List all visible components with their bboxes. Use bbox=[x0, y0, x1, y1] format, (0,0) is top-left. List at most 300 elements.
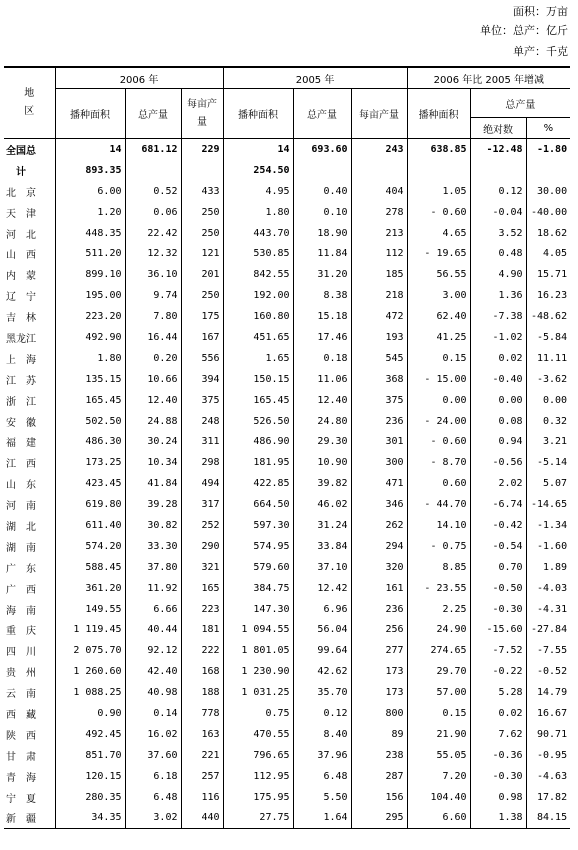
total-output-2005: 24.80 bbox=[293, 411, 351, 432]
table-row bbox=[4, 327, 570, 348]
sown-area-change: - 24.00 bbox=[407, 411, 470, 432]
yield-2006: 229 bbox=[181, 139, 223, 160]
sown-area-2006: 899.10 bbox=[55, 264, 125, 285]
total-output-2005: 0.10 bbox=[293, 202, 351, 223]
absolute-change: 0.12 bbox=[470, 181, 526, 202]
yield-2006: 175 bbox=[181, 306, 223, 327]
table-row bbox=[4, 536, 570, 557]
absolute-change: -12.48 bbox=[470, 139, 526, 160]
region-name: 湖 南 bbox=[4, 536, 55, 557]
yield-2005: 161 bbox=[351, 578, 407, 599]
yield-2006: 494 bbox=[181, 473, 223, 494]
percent-change: -4.03 bbox=[536, 582, 568, 594]
sown-area-2005: 1 230.90 bbox=[223, 661, 293, 682]
table-row bbox=[4, 745, 570, 766]
yield-2006: 250 bbox=[181, 285, 223, 306]
total-output-2005: 31.24 bbox=[293, 515, 351, 536]
region-name: 吉 林 bbox=[4, 306, 55, 327]
sown-area-2005: 175.95 bbox=[223, 787, 293, 808]
sown-area-change: - 23.55 bbox=[407, 578, 470, 599]
region-name: 河 北 bbox=[4, 223, 55, 244]
yield-2005-header: 每亩产量 bbox=[351, 89, 407, 139]
sown-area-2005: 597.30 bbox=[223, 515, 293, 536]
sown-area-2005: 530.85 bbox=[223, 243, 293, 264]
sown-area-change-header: 播种面积 bbox=[407, 89, 470, 139]
total-output-2006: 6.18 bbox=[125, 766, 181, 787]
national-total-row bbox=[4, 139, 570, 160]
sown-area-2006: 492.90 bbox=[55, 327, 125, 348]
sown-area-2005: 14 bbox=[223, 139, 293, 160]
total-output-2006: 39.28 bbox=[125, 494, 181, 515]
sown-area-change: 55.05 bbox=[407, 745, 470, 766]
region-header: 地 区 bbox=[4, 67, 55, 139]
table-row bbox=[4, 452, 570, 473]
total-output-2005: 35.70 bbox=[293, 682, 351, 703]
sown-area-2006: 423.45 bbox=[55, 473, 125, 494]
absolute-change: 0.94 bbox=[470, 431, 526, 452]
yield-2006: 222 bbox=[181, 640, 223, 661]
table-row bbox=[4, 787, 570, 808]
total-output-2005: 17.46 bbox=[293, 327, 351, 348]
sown-area-change: 21.90 bbox=[407, 724, 470, 745]
absolute-change: -0.54 bbox=[470, 536, 526, 557]
table-row bbox=[4, 703, 570, 724]
sown-area-change: - 19.65 bbox=[407, 243, 470, 264]
sown-area-2006: 0.90 bbox=[55, 703, 125, 724]
sown-area-2006: 588.45 bbox=[55, 557, 125, 578]
percent-change: 5.07 bbox=[543, 478, 568, 490]
unit-area-label: 面积：万亩 bbox=[513, 5, 568, 18]
sown-area-change: - 15.00 bbox=[407, 369, 470, 390]
yield-2005: 112 bbox=[351, 243, 407, 264]
region-name: 重 庆 bbox=[4, 619, 55, 640]
total-output-2005: 12.40 bbox=[293, 390, 351, 411]
yield-2006: 116 bbox=[181, 787, 223, 808]
percent-change: -0.52 bbox=[536, 666, 568, 678]
sown-area-2006: 223.20 bbox=[55, 306, 125, 327]
table-row bbox=[4, 515, 570, 536]
total-output-2006-header: 总产量 bbox=[125, 89, 181, 139]
region-name: 湖 北 bbox=[4, 515, 55, 536]
yield-2006: 252 bbox=[181, 515, 223, 536]
grain-statistics-table bbox=[4, 66, 570, 829]
percent-change: 4.05 bbox=[543, 248, 568, 260]
sown-area-change: 2.25 bbox=[407, 599, 470, 620]
percent-change: -48.62 bbox=[530, 311, 568, 323]
region-name: 四 川 bbox=[4, 640, 55, 661]
region-name: 全国总 bbox=[4, 139, 55, 160]
absolute-change: 0.98 bbox=[470, 787, 526, 808]
sown-area-2006: 120.15 bbox=[55, 766, 125, 787]
yield-2005: 236 bbox=[351, 411, 407, 432]
total-output-2005: 1.64 bbox=[293, 808, 351, 829]
percent-change: -40.00 bbox=[530, 206, 568, 218]
sown-area-2006: 165.45 bbox=[55, 390, 125, 411]
yield-2005: 320 bbox=[351, 557, 407, 578]
percent-change: 16.67 bbox=[536, 707, 568, 719]
total-output-2006: 40.98 bbox=[125, 682, 181, 703]
table-row bbox=[4, 181, 570, 202]
sown-area-2006-header: 播种面积 bbox=[55, 89, 125, 139]
yield-2006: 433 bbox=[181, 181, 223, 202]
table-row bbox=[4, 724, 570, 745]
yield-2006: 778 bbox=[181, 703, 223, 724]
absolute-change: -0.22 bbox=[470, 661, 526, 682]
table-row bbox=[4, 661, 570, 682]
year-2006-header: 2006 年 bbox=[55, 67, 223, 89]
sown-area-2005: 1.65 bbox=[223, 348, 293, 369]
yield-2006: 163 bbox=[181, 724, 223, 745]
sown-area-2005: 526.50 bbox=[223, 411, 293, 432]
sown-area-2005: 451.65 bbox=[223, 327, 293, 348]
yield-2006: 311 bbox=[181, 431, 223, 452]
total-output-2006: 42.40 bbox=[125, 661, 181, 682]
total-output-2005: 0.18 bbox=[293, 348, 351, 369]
sown-area-2006: 511.20 bbox=[55, 243, 125, 264]
table-row bbox=[4, 264, 570, 285]
region-name: 新 疆 bbox=[4, 808, 55, 829]
yield-2006: 250 bbox=[181, 223, 223, 244]
sown-area-2005: 579.60 bbox=[223, 557, 293, 578]
yield-2006: 257 bbox=[181, 766, 223, 787]
absolute-change: 4.90 bbox=[470, 264, 526, 285]
table-row bbox=[4, 390, 570, 411]
sown-area-2005: 842.55 bbox=[223, 264, 293, 285]
percent-change: 1.89 bbox=[543, 561, 568, 573]
total-output-2006: 33.30 bbox=[125, 536, 181, 557]
yield-2005: 243 bbox=[351, 139, 407, 160]
unit-yield-label: 单产：千克 bbox=[513, 45, 568, 58]
percent-change-header: % bbox=[526, 118, 570, 139]
total-output-2005: 693.60 bbox=[293, 139, 351, 160]
sown-area-2006: 1 260.60 bbox=[55, 661, 125, 682]
sown-area-2006: 361.20 bbox=[55, 578, 125, 599]
table-row bbox=[4, 202, 570, 223]
region-name: 广 东 bbox=[4, 557, 55, 578]
total-output-2006: 30.24 bbox=[125, 431, 181, 452]
sown-area-change: 274.65 bbox=[407, 640, 470, 661]
yield-2006: 440 bbox=[181, 808, 223, 829]
yield-2005: 213 bbox=[351, 223, 407, 244]
total-output-2006: 0.14 bbox=[125, 703, 181, 724]
yield-2006: 556 bbox=[181, 348, 223, 369]
total-output-2006: 10.34 bbox=[125, 452, 181, 473]
total-output-2005: 31.20 bbox=[293, 264, 351, 285]
total-output-2006: 92.12 bbox=[125, 640, 181, 661]
unit-production-label: 单位：总产：亿斤 bbox=[480, 24, 568, 37]
sown-area-2005: 443.70 bbox=[223, 223, 293, 244]
total-output-2005: 8.40 bbox=[293, 724, 351, 745]
total-output-2005: 29.30 bbox=[293, 431, 351, 452]
total-output-2005: 0.12 bbox=[293, 703, 351, 724]
sown-area-change: - 8.70 bbox=[407, 452, 470, 473]
region-name: 黑龙江 bbox=[4, 327, 55, 348]
total-output-2006: 0.06 bbox=[125, 202, 181, 223]
absolute-change: -0.42 bbox=[470, 515, 526, 536]
yield-2005: 193 bbox=[351, 327, 407, 348]
yield-2005: 262 bbox=[351, 515, 407, 536]
sown-area-2005: 796.65 bbox=[223, 745, 293, 766]
absolute-change: 1.36 bbox=[470, 285, 526, 306]
total-output-change-header: 总产量 bbox=[470, 89, 570, 118]
percent-change: 84.15 bbox=[526, 808, 570, 829]
region-name: 云 南 bbox=[4, 682, 55, 703]
sown-area-2005: 486.90 bbox=[223, 431, 293, 452]
sown-area-2006: 1 119.45 bbox=[55, 619, 125, 640]
region-name: 西 藏 bbox=[4, 703, 55, 724]
total-output-2005: 42.62 bbox=[293, 661, 351, 682]
sown-area-2006: 280.35 bbox=[55, 787, 125, 808]
total-output-2006: 16.44 bbox=[125, 327, 181, 348]
total-output-2006: 3.02 bbox=[125, 808, 181, 829]
yield-2006: 321 bbox=[181, 557, 223, 578]
sown-area-change: - 0.60 bbox=[407, 431, 470, 452]
region-name: 江 西 bbox=[4, 452, 55, 473]
yield-2005: 375 bbox=[351, 390, 407, 411]
total-output-2006: 6.48 bbox=[125, 787, 181, 808]
region-name: 广 西 bbox=[4, 578, 55, 599]
table-row bbox=[4, 473, 570, 494]
region-name: 北 京 bbox=[4, 181, 55, 202]
absolute-change: -0.50 bbox=[470, 578, 526, 599]
total-output-2005: 8.38 bbox=[293, 285, 351, 306]
yield-2005: 295 bbox=[351, 808, 407, 829]
table-row bbox=[4, 243, 570, 264]
total-output-2006: 12.40 bbox=[125, 390, 181, 411]
total-output-2006: 12.32 bbox=[125, 243, 181, 264]
total-output-2005: 12.42 bbox=[293, 578, 351, 599]
total-output-2005: 5.50 bbox=[293, 787, 351, 808]
percent-change: 90.71 bbox=[536, 728, 568, 740]
percent-change: -1.80 bbox=[536, 143, 568, 155]
absolute-change: -0.36 bbox=[470, 745, 526, 766]
total-output-2005: 99.64 bbox=[293, 640, 351, 661]
absolute-change: -15.60 bbox=[470, 619, 526, 640]
absolute-change: 2.02 bbox=[470, 473, 526, 494]
yield-2006: 181 bbox=[181, 619, 223, 640]
region-name: 海 南 bbox=[4, 599, 55, 620]
total-output-2006: 36.10 bbox=[125, 264, 181, 285]
absolute-change: 5.28 bbox=[470, 682, 526, 703]
total-output-2006: 24.88 bbox=[125, 411, 181, 432]
sown-area-change: 6.60 bbox=[407, 808, 470, 829]
sown-area-change: 24.90 bbox=[407, 619, 470, 640]
sown-area-change: 1.05 bbox=[407, 181, 470, 202]
total-output-2006: 0.20 bbox=[125, 348, 181, 369]
yield-2006: 168 bbox=[181, 661, 223, 682]
table-row bbox=[4, 348, 570, 369]
percent-change: 15.71 bbox=[536, 269, 568, 281]
total-output-2006: 9.74 bbox=[125, 285, 181, 306]
yield-2006: 394 bbox=[181, 369, 223, 390]
sown-area-2006: 492.45 bbox=[55, 724, 125, 745]
percent-change: 30.00 bbox=[536, 185, 568, 197]
percent-change: -14.65 bbox=[530, 499, 568, 511]
yield-2006: 298 bbox=[181, 452, 223, 473]
yield-2005: 404 bbox=[351, 181, 407, 202]
yield-2005: 156 bbox=[351, 787, 407, 808]
yield-2005: 256 bbox=[351, 619, 407, 640]
sown-area-2006: 619.80 bbox=[55, 494, 125, 515]
sown-area-change: 0.00 bbox=[407, 390, 470, 411]
yield-2005: 287 bbox=[351, 766, 407, 787]
region-name: 内 蒙 bbox=[4, 264, 55, 285]
sown-area-change: 57.00 bbox=[407, 682, 470, 703]
sown-area-2005: 147.30 bbox=[223, 599, 293, 620]
table-row bbox=[4, 494, 570, 515]
region-name: 河 南 bbox=[4, 494, 55, 515]
sown-area-2005: 1 031.25 bbox=[223, 682, 293, 703]
yield-2006: 167 bbox=[181, 327, 223, 348]
percent-change: 16.23 bbox=[536, 290, 568, 302]
sown-area-2006: 195.00 bbox=[55, 285, 125, 306]
sown-area-change: 104.40 bbox=[407, 787, 470, 808]
sown-area-change: 3.00 bbox=[407, 285, 470, 306]
yield-2005: 89 bbox=[351, 724, 407, 745]
absolute-change: 7.62 bbox=[470, 724, 526, 745]
table-row bbox=[4, 306, 570, 327]
percent-change: 0.00 bbox=[543, 394, 568, 406]
sown-area-2005: 192.00 bbox=[223, 285, 293, 306]
sown-area-2005: 574.95 bbox=[223, 536, 293, 557]
yield-2006: 250 bbox=[181, 202, 223, 223]
percent-change: -4.31 bbox=[536, 603, 568, 615]
total-output-2006: 11.92 bbox=[125, 578, 181, 599]
table-row bbox=[4, 578, 570, 599]
sown-area-2005: 384.75 bbox=[223, 578, 293, 599]
absolute-change: 0.70 bbox=[470, 557, 526, 578]
sown-area-2006: 448.35 bbox=[55, 223, 125, 244]
total-output-2006: 22.42 bbox=[125, 223, 181, 244]
absolute-change: 1.38 bbox=[470, 808, 526, 829]
total-output-2005: 56.04 bbox=[293, 619, 351, 640]
total-output-2006: 37.80 bbox=[125, 557, 181, 578]
percent-change: 0.32 bbox=[543, 415, 568, 427]
absolute-change: -0.30 bbox=[470, 599, 526, 620]
sown-area-2005-header: 播种面积 bbox=[223, 89, 293, 139]
sown-area-change: - 0.75 bbox=[407, 536, 470, 557]
sown-area-2006: 1 088.25 bbox=[55, 682, 125, 703]
yield-2005: 301 bbox=[351, 431, 407, 452]
total-output-2005: 33.84 bbox=[293, 536, 351, 557]
region-name: 山 西 bbox=[4, 243, 55, 264]
total-output-2006: 41.84 bbox=[125, 473, 181, 494]
total-output-2006: 681.12 bbox=[125, 139, 181, 160]
yield-2006: 201 bbox=[181, 264, 223, 285]
table-row bbox=[4, 599, 570, 620]
percent-change: 17.82 bbox=[536, 791, 568, 803]
table-row bbox=[4, 411, 570, 432]
sown-area-2006-cont: 893.35 bbox=[55, 160, 125, 181]
yield-2005: 368 bbox=[351, 369, 407, 390]
sown-area-2005: 470.55 bbox=[223, 724, 293, 745]
sown-area-2006: 2 075.70 bbox=[55, 640, 125, 661]
sown-area-2006: 851.70 bbox=[55, 745, 125, 766]
yield-2005: 185 bbox=[351, 264, 407, 285]
year-2005-header: 2005 年 bbox=[223, 67, 407, 89]
total-output-2005-header: 总产量 bbox=[293, 89, 351, 139]
yield-2005: 471 bbox=[351, 473, 407, 494]
total-output-2005: 37.96 bbox=[293, 745, 351, 766]
yield-2005: 472 bbox=[351, 306, 407, 327]
total-output-2006: 30.82 bbox=[125, 515, 181, 536]
sown-area-2005: 1.80 bbox=[223, 202, 293, 223]
region-name: 甘 肃 bbox=[4, 745, 55, 766]
total-output-2005: 0.40 bbox=[293, 181, 351, 202]
sown-area-change: 0.60 bbox=[407, 473, 470, 494]
total-output-2005: 37.10 bbox=[293, 557, 351, 578]
sown-area-2005: 664.50 bbox=[223, 494, 293, 515]
absolute-change: 0.48 bbox=[470, 243, 526, 264]
absolute-change: -7.52 bbox=[470, 640, 526, 661]
sown-area-change: 0.15 bbox=[407, 348, 470, 369]
region-name: 贵 州 bbox=[4, 661, 55, 682]
total-output-2005: 15.18 bbox=[293, 306, 351, 327]
total-output-2005: 6.96 bbox=[293, 599, 351, 620]
sown-area-2005: 0.75 bbox=[223, 703, 293, 724]
sown-area-2005: 181.95 bbox=[223, 452, 293, 473]
yield-2005: 236 bbox=[351, 599, 407, 620]
table-row bbox=[4, 431, 570, 452]
percent-change: -5.14 bbox=[536, 457, 568, 469]
region-name: 陕 西 bbox=[4, 724, 55, 745]
sown-area-2005: 422.85 bbox=[223, 473, 293, 494]
yield-2006: 223 bbox=[181, 599, 223, 620]
total-output-2006: 37.60 bbox=[125, 745, 181, 766]
region-name: 青 海 bbox=[4, 766, 55, 787]
change-header: 2006 年比 2005 年增减 bbox=[407, 67, 570, 89]
total-output-2006: 40.44 bbox=[125, 619, 181, 640]
table-row bbox=[4, 808, 570, 829]
absolute-change: -0.04 bbox=[470, 202, 526, 223]
national-total-row-cont bbox=[4, 160, 570, 181]
total-output-2005: 10.90 bbox=[293, 452, 351, 473]
absolute-change: 0.08 bbox=[470, 411, 526, 432]
sown-area-2005: 112.95 bbox=[223, 766, 293, 787]
percent-change: -1.60 bbox=[536, 540, 568, 552]
sown-area-2006: 486.30 bbox=[55, 431, 125, 452]
yield-2005: 277 bbox=[351, 640, 407, 661]
total-output-2005: 18.90 bbox=[293, 223, 351, 244]
yield-2005: 238 bbox=[351, 745, 407, 766]
sown-area-2005: 27.75 bbox=[223, 808, 293, 829]
sown-area-2005-cont: 254.50 bbox=[223, 160, 293, 181]
absolute-change: 0.02 bbox=[470, 348, 526, 369]
yield-2005: 346 bbox=[351, 494, 407, 515]
region-name: 江 苏 bbox=[4, 369, 55, 390]
percent-change: -27.84 bbox=[530, 624, 568, 636]
sown-area-2005: 150.15 bbox=[223, 369, 293, 390]
region-name: 辽 宁 bbox=[4, 285, 55, 306]
yield-2006: 188 bbox=[181, 682, 223, 703]
sown-area-change: 62.40 bbox=[407, 306, 470, 327]
sown-area-2006: 6.00 bbox=[55, 181, 125, 202]
percent-change: 18.62 bbox=[536, 227, 568, 239]
yield-2005: 300 bbox=[351, 452, 407, 473]
region-name: 天 津 bbox=[4, 202, 55, 223]
absolute-change: -7.38 bbox=[470, 306, 526, 327]
sown-area-2005: 4.95 bbox=[223, 181, 293, 202]
region-name-cont: 计 bbox=[4, 160, 55, 181]
table-row bbox=[4, 369, 570, 390]
total-output-2006: 10.66 bbox=[125, 369, 181, 390]
sown-area-change: 29.70 bbox=[407, 661, 470, 682]
sown-area-2005: 160.80 bbox=[223, 306, 293, 327]
percent-change: -4.63 bbox=[536, 770, 568, 782]
sown-area-2006: 173.25 bbox=[55, 452, 125, 473]
sown-area-change: 0.15 bbox=[407, 703, 470, 724]
sown-area-change: 14.10 bbox=[407, 515, 470, 536]
